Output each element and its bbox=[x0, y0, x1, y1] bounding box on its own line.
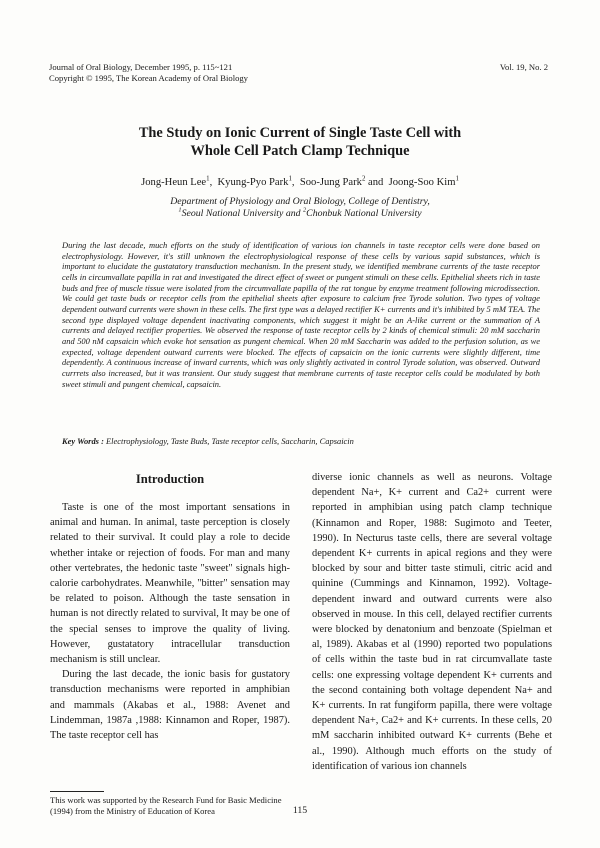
author-affil-mark: 2 bbox=[361, 175, 366, 183]
keywords bbox=[62, 436, 540, 446]
affiliation-line-2 bbox=[50, 208, 550, 220]
affiliation-seoul: Seoul National University and bbox=[181, 208, 301, 219]
author-name: Kyung-Pyo Park bbox=[217, 177, 289, 188]
author-name: Soo-Jung Park bbox=[299, 177, 362, 188]
volume-issue: Vol. 19, No. 2 bbox=[499, 62, 548, 72]
paper-title bbox=[50, 124, 550, 160]
author-name: Joong-Soo Kim bbox=[388, 177, 456, 188]
author-affil-mark: 1 bbox=[288, 175, 292, 183]
author-name: Jong-Heun Lee bbox=[141, 177, 207, 188]
author-list: Jong-Heun Lee$^1$, Kyung-Pyo Park$^1$, Soo-Jung Park$^2$ and Joong-Soo Kim$^1$ bbox=[141, 175, 459, 188]
affil-mark-1: 1 bbox=[178, 206, 182, 214]
section-heading-introduction: Introduction bbox=[135, 472, 205, 486]
intro-paragraph-2: During the last decade, the ionic basis for gustatory transduction mechanisms were reported in amphibian and mammals (Akabas et al., 1988: Avenet and Lindemman, 1987a ,1988: Kinnamon and Roper, 1987). The taste receptor cell has bbox=[50, 669, 290, 742]
abstract: During the last decade, much efforts on the study of identification of various ion channels in taste receptor cells were done based on electrophysiology. However, it's still unknown the electrophysiological response of these cells by various sapid substances, which is important to elucidate the gustatatory transduction mechanism. In the present study, we identified membrane currents of the taste receptor cells in circumvallate papilla in rat and investigated the direct effect of sweet or pungent stimuli on these cells. Epithelial sheets rich in taste buds and free of muscle tissue were isolated from the circumvallate papilla of the rat tongue by enzyme treatment following microdissection. We could get taste buds or receptor cells from the epithelial sheets after exposure to calcium free Tyrode solution. Two types of voltage dependent outward currents were shown in these cells. The first type was a delayed rectifier K+ currents and it's inhibited by 5 mM TEA. The second type displayed voltage dependent inactivating components, which suggest it might be an A-like current or the summation of A currents and delayed rectifier properties. We observed the response of taste receptor cells by 2 kinds of chemical stimuli: 20 mM saccharin and 500 nM capsaicin which evoke hot sensation as pungent chemical. When 20 mM Saccharin was added to the perfusion solution, as we expected, voltage dependent outward currents were blocked. The effects of capsaicin on the ionic currents were slightly different, time dependently. A continuous increase of inward currents, which was only slightly activated in control Tyrode solution, was observed. Outward currrets also increased, but it was transient. Our study suggest that membrane currents of taste receptor cells could be modulated by both sweet stimuli and pungent chemical, capsaicin. bbox=[62, 240, 540, 389]
affiliation-chonbuk: Chonbuk National University bbox=[306, 208, 422, 219]
running-header bbox=[49, 62, 369, 84]
intro-paragraph-continued: diverse ionic channels as well as neurons. Voltage dependent Na+, K+ current and Ca2+ current were reported in amphibian using patch clamp technique (Kinnamon and Roper, 1988: Sugimoto and Teeter, 1990). In Necturus taste cells, there are several voltage dependent K+ currents in apical regions and they were blocked by sour and bitter taste stimuli, citric acid and quinine (Cummings and Kinnamon, 1992). Voltage-dependent inward and outward currents were also observed in mouse. In this cell, delayed rectifier currents were blocked by denatonium and benzoate (Spielman et al, 1989). Akabas et al (1990) reported two populations of cells within the taste bud in rat circumvallate taste cells: one expressing voltage dependent K+ currents and the second containing both voltage dependent Na+ and K+ currents. In rat fungiform papilla, there were voltage dependent Na+, Ca2+ and K+ currents. In these cells, 20 mM saccharin inhibited outward K+ currents (Behe et al., 1990). Although much efforts on the study of identification of various ion channels bbox=[312, 472, 552, 772]
page-number: 115 bbox=[292, 805, 308, 816]
journal-citation: Journal of Oral Biology, December 1995, p. 115~121 bbox=[49, 62, 233, 72]
title-line-2: Whole Cell Patch Clamp Technique bbox=[190, 143, 410, 159]
copyright-line: Copyright © 1995, The Korean Academy of Oral Biology bbox=[49, 73, 248, 83]
keywords-label: Key Words : bbox=[62, 436, 104, 446]
keywords-text: Electrophysiology, Taste Buds, Taste receptor cells, Saccharin, Capsaicin bbox=[105, 436, 354, 446]
author-affil-mark: 1 bbox=[206, 175, 210, 183]
footnote-rule bbox=[50, 791, 104, 792]
title-line-1: The Study on Ionic Current of Single Taste Cell with bbox=[138, 125, 462, 141]
left-column bbox=[50, 500, 290, 743]
funding-footnote: This work was supported by the Research Fund for Basic Medicine (1994) from the Ministry of Education of Korea bbox=[50, 795, 282, 816]
affiliation bbox=[50, 196, 550, 220]
right-column bbox=[312, 470, 552, 774]
affil-mark-2: 2 bbox=[302, 206, 307, 214]
author-affil-mark: 1 bbox=[455, 175, 459, 183]
affiliation-line-1: Department of Physiology and Oral Biology, College of Dentistry, bbox=[170, 196, 430, 207]
intro-paragraph-1: Taste is one of the most important sensations in animal and human. In animal, taste perception is closely related to their survival. It could play a role to decide whether intake or rejection of foods. For man and many other vertebrates, the hedonic taste "sweet" signals high-calorie carbohydrates. Meanwhile, "bitter" sensation may be related to poison. Although the taste sensation in human is not directly related to survival, It may be one of the special senses to improve the quality of living. However, gustatatory intracellular transduction mechanism is still unclear. bbox=[50, 502, 290, 666]
